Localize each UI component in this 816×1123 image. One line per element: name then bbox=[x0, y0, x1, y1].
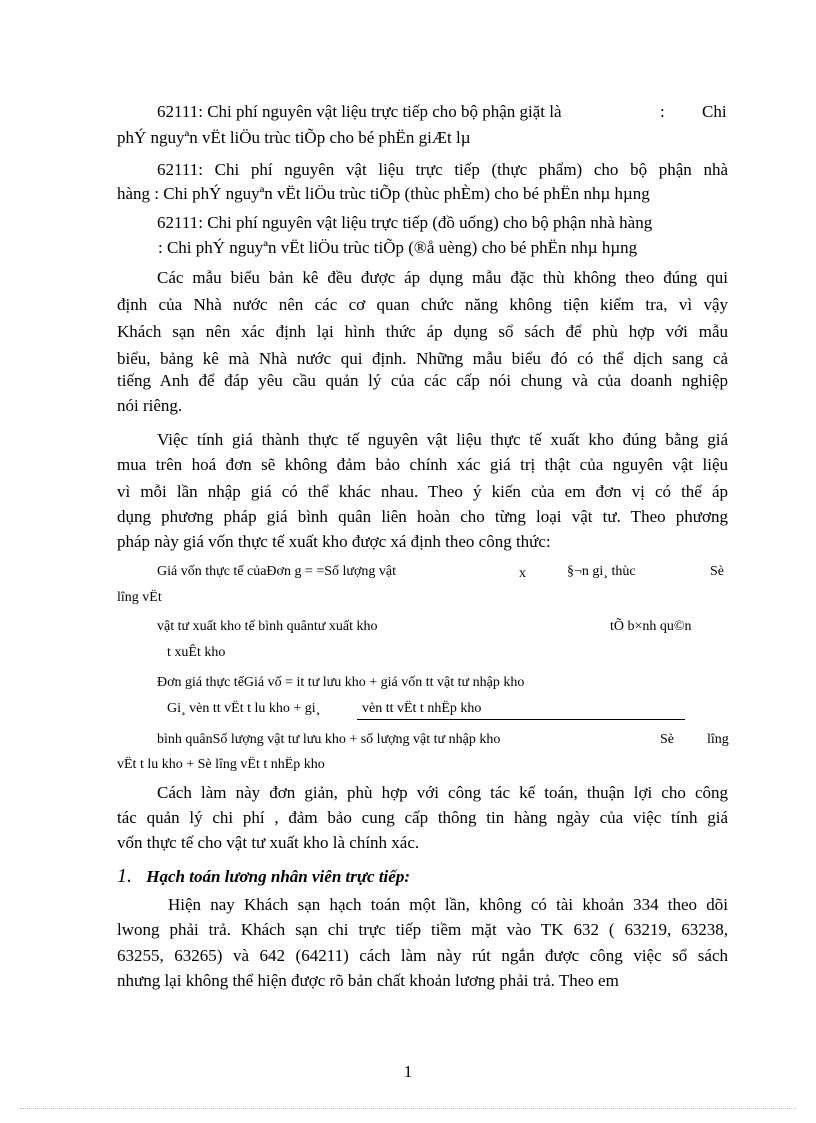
formula-line: lîng bbox=[707, 732, 729, 747]
text-line: : Chi phÝ nguyªn vËt liÖu trùc tiÕp (®å uèng) cho bé phËn nhµ hµng bbox=[158, 238, 638, 257]
paragraph-line: Việc tính giá thành thực tế nguyên vật liệu thực tế xuất kho đúng bằng giá bbox=[157, 430, 728, 449]
paragraph-line: lwong phải trả. Khách sạn chi trực tiếp tiềm mặt vào TK 632 ( 63219, 63238, bbox=[117, 920, 728, 939]
heading-text: Hạch toán lương nhân viên trực tiếp: bbox=[146, 867, 410, 886]
paragraph-line: định của Nhà nước nên các cơ quan chức năng không tiện kiểm tra, vì vậy bbox=[117, 295, 728, 314]
paragraph-line: dụng phương pháp giá bình quân liên hoàn cho từng loại vật tư. Theo phương bbox=[117, 507, 728, 526]
formula-line: tÕ b×nh qu©n bbox=[610, 619, 692, 634]
text-line: 62111: Chi phí nguyên vật liệu trực tiếp cho bộ phận giặt là bbox=[157, 102, 562, 121]
paragraph-line: vì mỗi lần nhập giá có thể khác nhau. Theo ý kiến của em đơn vị có thể áp bbox=[117, 482, 728, 501]
text-line: 62111: Chi phí nguyên vật liệu trực tiếp (đồ uống) cho bộ phận nhà hàng bbox=[157, 213, 653, 232]
page-bottom-border bbox=[20, 1108, 796, 1109]
paragraph-line: tiếng Anh để đáp yêu cầu quản lý của các cấp nói chung và của doanh nghiệp bbox=[117, 371, 728, 390]
formula-line: vËt t lu kho + Sè lîng vËt t nhËp kho bbox=[117, 757, 325, 772]
paragraph-line: vốn thực tế cho vật tư xuất kho là chính xác. bbox=[117, 833, 420, 852]
formula-line: t xuÊt kho bbox=[167, 645, 226, 660]
paragraph-line: nói riêng. bbox=[117, 396, 183, 415]
formula-line: Sè bbox=[660, 732, 674, 747]
paragraph-line: biểu, bảng kê mà Nhà nước qui định. Những mẫu biểu đó có thể dịch sang cả bbox=[117, 349, 728, 368]
formula-line: Giá vốn thực tế củaĐơn g = =Số lượng vật bbox=[157, 564, 397, 579]
paragraph-line: 63255, 63265) và 642 (64211) cách làm này rút ngắn được công việc sổ sách bbox=[117, 946, 728, 965]
paragraph-line: mua trên hoá đơn sẽ không đảm bảo chính xác giá trị thật của nguyên vật liệu bbox=[117, 455, 728, 474]
text-line: Chi bbox=[702, 102, 727, 121]
formula-line: lîng vËt bbox=[117, 590, 162, 605]
paragraph-line: pháp này giá vốn thực tế xuất kho được xá định theo công thức: bbox=[117, 532, 551, 551]
formula-line: vèn tt vËt t nhËp kho bbox=[362, 701, 482, 716]
formula-line: Đơn giá thực tếGiá vố = it tư lưu kho + giá vốn tt vật tư nhập kho bbox=[157, 675, 525, 690]
formula-line: vật tư xuất kho tế bình quântư xuất kho bbox=[157, 619, 378, 634]
paragraph-line: Khách sạn nên xác định lại hình thức áp dụng sổ sách để phù hợp với mẫu bbox=[117, 322, 728, 341]
paragraph-line: tác quản lý chi phí , đảm bảo cung cấp thông tin hàng ngày của việc tính giá bbox=[117, 808, 728, 827]
formula-line: bình quânSố lượng vật tư lưu kho + số lượng vật tư nhập kho bbox=[157, 732, 501, 747]
formula-line: Gi¸ vèn tt vËt t lu kho + gi¸ bbox=[167, 701, 321, 716]
paragraph-line: Các mẫu biểu bản kê đều được áp dụng mẫu đặc thù không theo đúng qui bbox=[157, 268, 728, 287]
heading-number: 1. bbox=[117, 865, 132, 887]
formula-line: Sè bbox=[710, 564, 724, 579]
fraction-rule bbox=[357, 719, 685, 720]
text-line: : bbox=[660, 102, 665, 121]
text-line: 62111: Chi phí nguyên vật liệu trực tiếp (thực phẩm) cho bộ phận nhà bbox=[157, 160, 728, 179]
text-line: hàng : Chi phÝ nguyªn vËt liÖu trùc tiÕp (thùc phÈm) cho bé phËn nhµ hµng bbox=[117, 184, 650, 203]
paragraph-line: Hiện nay Khách sạn hạch toán một lần, không có tài khoản 334 theo dõi bbox=[168, 895, 728, 914]
page-number: 1 bbox=[403, 1062, 413, 1081]
formula-line: §¬n gi¸ thùc bbox=[567, 564, 636, 579]
paragraph-line: nhưng lại không thể hiện được rõ bản chất khoản lương phải trả. Theo em bbox=[117, 971, 619, 990]
paragraph-line: Cách làm này đơn giản, phù hợp với công tác kế toán, thuận lợi cho công bbox=[157, 783, 728, 802]
formula-line: x bbox=[519, 566, 526, 581]
text-line: phÝ nguyªn vËt liÖu trùc tiÕp cho bé phËn giÆt lµ bbox=[117, 128, 471, 147]
section-heading bbox=[117, 866, 410, 887]
